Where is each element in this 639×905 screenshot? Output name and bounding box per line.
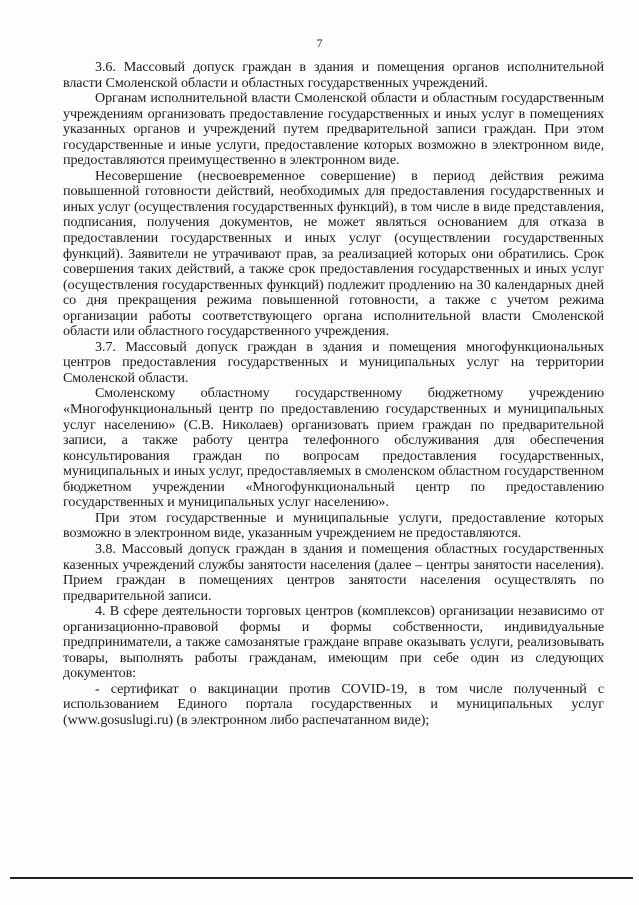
document-body [63, 60, 604, 729]
page-bottom-border [10, 877, 633, 879]
paragraph: Несовершение (несвоевременное совершение) в период действия режима повышенной готовности действий, необходимых для предоставления государственных и иных услуг (осуществления государственных функций), в том числе в виде представления, подписания, получения документов, не может являться основанием для отказа в предоставлении государственных и иных услуг (осуществлении государственных функций). Заявители не утрачивают прав, за реализацией которых они обратились. Срок совершения таких действий, а также срок предоставления государственных и иных услуг (осуществления государственных функций) подлежит продлению на 30 календарных дней со дня прекращения режима повышенной готовности, а также с учетом режима организации работы соответствующего органа исполнительной власти Смоленской области или областного государственного учреждения. [63, 167, 604, 340]
paragraph-4: 4. В сфере деятельности торговых центров (комплексов) организации независимо от организационно-правовой формы и формы собственности, индивидуальные предприниматели, а также самозанятые граждане вправе оказывать услуги, реализовывать товары, выполнять работы гражданам, имеющим при себе один из следующих документов: [63, 603, 604, 682]
list-item-vaccination-certificate: - сертификат о вакцинации против COVID-19, в том числе полученный с использованием Единого портала государственных и муниципальных услуг (www.gosuslugi.ru) (в электронном либо распечатанном виде); [63, 680, 604, 728]
paragraph: При этом государственные и муниципальные услуги, предоставление которых возможно в электронном виде, указанным учреждением не предоставляются. [63, 509, 604, 542]
page-number: 7 [316, 36, 323, 50]
paragraph: Смоленскому областному государственному бюджетному учреждению «Многофункциональный центр по предоставлению государственных и муниципальных услуг населению» (С.В. Николаев) организовать прием граждан по предварительной записи, а также работу центра телефонного обслуживания для обеспечения консультирования граждан по вопросам предоставления государственных, муниципальных и иных услуг, предоставляемых в смоленском областном государственном бюджетном учреждении «Многофункциональный центр по предоставлению государственных и муниципальных услуг населению». [63, 385, 604, 511]
paragraph-3-6: 3.6. Массовый допуск граждан в здания и помещения органов исполнительной власти Смоленской области и областных государственных учреждений. [63, 59, 604, 91]
paragraph-3-8: 3.8. Массовый допуск граждан в здания и помещения областных государственных казенных учреждений службы занятости населения (далее – центры занятости населения). Прием граждан в помещениях центров занятости населения осуществлять по предварительной записи. [63, 540, 604, 604]
paragraph-3-7: 3.7. Массовый допуск граждан в здания и помещения многофункциональных центров предоставления государственных и муниципальных услуг на территории Смоленской области. [63, 338, 604, 386]
paragraph: Органам исполнительной власти Смоленской области и областным государственным учреждениям организовать предоставление государственных и иных услуг в помещениях указанных органов и учреждений путем предварительной записи граждан. При этом государственные и иные услуги, предоставление которых возможно в электронном виде, предоставляются преимущественно в электронном виде. [63, 90, 604, 169]
